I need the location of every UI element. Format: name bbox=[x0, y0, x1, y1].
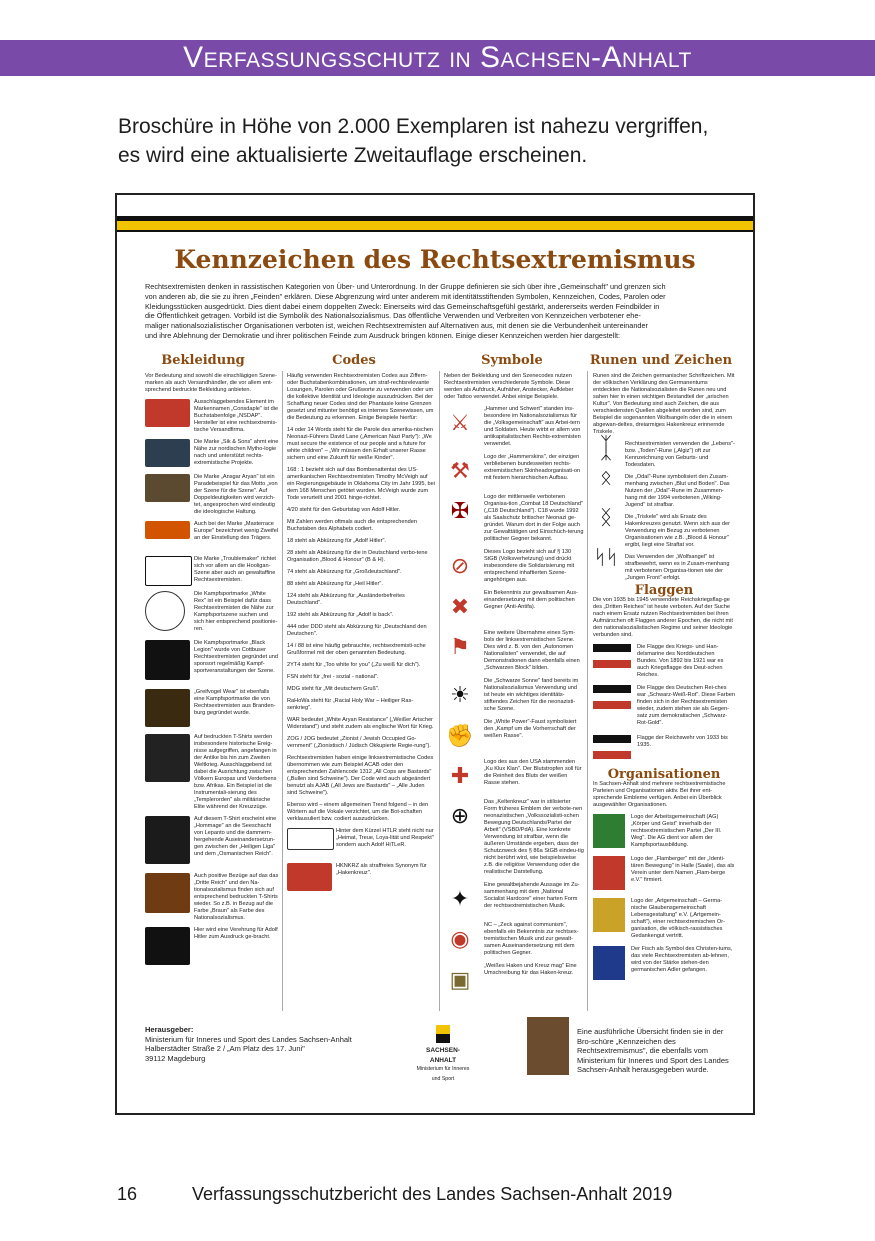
page-footer-text: Verfassungsschutzbericht des Landes Sachsen-Anhalt 2019 bbox=[192, 1184, 673, 1204]
white-pride-icon: ▣ bbox=[449, 966, 471, 992]
column-symbole bbox=[444, 373, 584, 1003]
symbol-text: Ein Bekenntnis zur gewaltsamen Aus-einandersetzung mit dem politischen Gegner (Anti-Antifa). bbox=[484, 590, 578, 610]
rune-text: Die „Triskele" wird als Ersatz des Hakenkreuzes genutzt. Wenn sich aus der Verwendung ein Bezug zu verbotenen Organisationen wie z.B. „Blood & Honour" ergibt, liegt eine Straftat vor. bbox=[625, 514, 730, 548]
clothing-text: Die Marke „Troublemaker" richtet sich vor allem an die Hooligan-Szene aber auch an gewaltaffine Rechtsextremisten. bbox=[194, 556, 276, 583]
clothing-item bbox=[145, 521, 279, 551]
symbol-item bbox=[444, 882, 584, 916]
flamberg-logo bbox=[593, 856, 625, 890]
koerper-geist-logo bbox=[593, 814, 625, 848]
symbol-text: NC – „Zeck against communism", ebenfalls ein Bekenntnis zur rechtsex-tremistischen Musik und zur gewalt-samen Auseinandersetzung mit dem politischen Gegner. bbox=[484, 922, 579, 956]
wolfsangel-icon: ᛋᛋ bbox=[594, 545, 618, 569]
anti-antifa-icon: ✖ bbox=[450, 593, 470, 619]
publisher-line: Ministerium für Inneres und Sport des Landes Sachsen-Anhalt bbox=[145, 1034, 352, 1044]
ansgar-aryan-image bbox=[145, 474, 190, 502]
flag-text: Die Flagge des Kriegs- und Han-delsmarine des Norddeutschen Bundes. Von 1892 bis 1921 war es auch Kriegsflagge des Deut-schen Reiches. bbox=[637, 644, 724, 678]
clothing-text: „Greifvogel Wear" ist ebenfalls eine Kampfsportmarke die von Rechtsextremisten aus Branden-burg gegründet wurde. bbox=[194, 689, 276, 716]
symbol-item bbox=[444, 963, 584, 997]
clothing-text: Hier wird eine Verehrung für Adolf Hitler zum Ausdruck ge-bracht. bbox=[194, 927, 278, 940]
code-entry: 74 steht als Abkürzung für „Großdeutschland". bbox=[287, 569, 402, 575]
code-entry: 18 steht als Abkürzung für „Adolf Hitler". bbox=[287, 538, 386, 544]
symbol-text: Das „Keltenkreuz" war in stilisierter Form früheres Emblem der verbote-nen neonazistischen „Volkssozialisti-schen Bewegung Deutschlands/Partei der Arbeit" (VSBD/PdA). Eine konkrete Verwendung ist strafbar, wenn die äußeren Umstände ergeben, dass der Schutzzweck des § 86a StGB eindeu-tig nicht berührt wird, wie beispielsweise z.B. die religiöse Verwendung oder die realistische Darstellung. bbox=[484, 799, 584, 875]
publisher-block bbox=[145, 1025, 405, 1063]
clothing-text: Die Kampfsportmarke „White Rex" ist ein Beispiel dafür dass Rechtsextremisten die Nähe zur Kampfsportszene suchen und sich hier entsprechend positionie-ren. bbox=[194, 591, 278, 632]
symbol-text: Logo des aus den USA stammenden „Ku Klux Klan". Der Blutstropfen soll für die Reinheit des Bluts der weißen Rasse stehen. bbox=[484, 759, 582, 786]
sachsen-anhalt-logo bbox=[413, 1025, 473, 1084]
org-item bbox=[593, 898, 735, 940]
code-entry: 4/20 steht für den Geburtstag von Adolf Hitler. bbox=[287, 507, 401, 513]
code-entry: MDG steht für „Mit deutschem Gruß". bbox=[287, 686, 380, 692]
coat-of-arms-icon bbox=[436, 1025, 450, 1043]
black-sun-icon: ☀ bbox=[450, 681, 470, 707]
code-entry: 88 steht als Abkürzung für „Heil Hitler". bbox=[287, 581, 383, 587]
rune-item bbox=[593, 505, 735, 549]
heading-flaggen: Flaggen bbox=[634, 583, 694, 598]
heading-symbole: Symbole bbox=[481, 353, 543, 368]
rune-item bbox=[593, 465, 735, 509]
org-text: Der Fisch als Symbol des Christen-tums, das viele Rechtsextremisten ab-lehnen, wird von der Stärke stehen-den germanischen Adler gefangen. bbox=[631, 946, 733, 973]
symbol-item bbox=[444, 406, 584, 448]
consdaple-image bbox=[145, 399, 190, 427]
symbol-item bbox=[444, 494, 584, 543]
fish-eagle-logo bbox=[593, 946, 625, 980]
column-divider bbox=[439, 371, 440, 1011]
footer-note: Eine ausführliche Übersicht finden sie in der Bro-schüre „Kennzeichen des Rechtsextremismus", die ebenfalls vom Ministerium für Inneres und Sport des Landes Sachsen-Anhalt herausgegeben wurde. bbox=[577, 1027, 729, 1075]
flag-reich-image bbox=[593, 685, 631, 709]
clothing-item bbox=[145, 439, 279, 469]
flag-item bbox=[593, 644, 735, 679]
white-power-fist-icon: ✊ bbox=[446, 722, 474, 748]
code-entry: Häufig verwenden Rechtsextremisten Codes aus Ziffern- oder Buchstabenkombinationen, um straf-rechtsrelevante Losungen, Parolen oder Grußworte zu verwenden oder um die kollektive Identität und Ideologie auszudrücken. Bei der Schaffung neuer Codes sind der Phantasie keine Grenzen gesetzt und mitunter benötigt es internes Szenewissen, um die Bedeutung zu erkennen. Einige Beispiele hierfür: bbox=[287, 373, 434, 421]
rune-text: Das Verwenden der „Wolfsangel" ist strafbewehrt, wenn es in Zusam-menhang mit verbotenen Organisa-tionen wie der „Jungen Front" erfolgt. bbox=[625, 554, 730, 581]
clothing-item bbox=[145, 689, 279, 729]
heading-organisationen: Organisationen bbox=[607, 767, 721, 782]
hammerskins-icon: ⚒ bbox=[450, 457, 470, 483]
code-entry: Mit Zahlen werden oftmals auch die entsprechenden Buchstaben des Alphabets codiert. bbox=[287, 519, 417, 532]
flaggen-intro: Die von 1935 bis 1945 verwendete Reichskriegsflag-ge des „Dritten Reiches" ist heute verboten. Auf der Suche nach einem Ersatz nutzen Rechtsextremisten bei ihren Aufmärschen oft Flaggen anderer Epochen, die nicht mit den nationalsozialistischen Regime und seiner Ideologie verbunden sind. bbox=[593, 597, 733, 638]
tshirt-templer-image bbox=[145, 734, 190, 782]
intro-line-2: es wird eine aktualisierte Zweitauflage erscheinen. bbox=[118, 144, 588, 167]
org-item bbox=[593, 946, 735, 982]
code-entry: RaHoWa steht für „Racial Holy War – Heiliger Ras-senkrieg". bbox=[287, 698, 414, 711]
poster-intro bbox=[145, 282, 731, 341]
rac-icon: ◉ bbox=[450, 925, 470, 951]
symbol-item bbox=[444, 719, 584, 753]
nshc-icon: ✦ bbox=[450, 885, 470, 911]
clothing-item bbox=[145, 873, 279, 922]
flag-text: Die Flagge des Deutschen Rei-ches war „Schwarz-Weiß-Rot". Diese Farben finden sich in der Rechtsextremisten wieder, zudem stehen sie als Gegen-satz zum demokratischen „Schwarz-Rot-Gold". bbox=[637, 685, 735, 726]
flag-circle-icon: ⚑ bbox=[450, 633, 470, 659]
runen-intro: Runen sind die Zeichen germanischer Schriftzeichen. Mit der völkischen Verklärung des Germanentums entdeckten die Nationalsozialisten die Runen neu und sahen hier in einen wichtigen Bestandteil der „arischen Kultur". Von Bedeutung sind auch Zeichen, die aus verschiedensten Quellen abgeleitet worden sind, zum Beispiel die sogenannten Wolfsangeln oder die in einem abgewan-deltes, dreiarmiges Hakenkreuz erinnernde Triskele. bbox=[593, 373, 735, 435]
org-text: Logo der „Artgemeinschaft – Germa-nische Glaubensgemeinschaft Lebensgestaltung" e.V. („Artgemein-schaft"), einer rechtsextremischen Or-ganisation, die völkisch-rassistisches Gedankengut vertritt. bbox=[631, 898, 726, 939]
hknkrz-item bbox=[287, 863, 435, 893]
logo-sub: Ministerium für Inneres und Sport bbox=[416, 1066, 470, 1082]
clothing-item bbox=[145, 399, 279, 434]
code-entry: Hinter dem Kürzel HTLR steht nicht nur „Heimat, Treue, Loya-lität und Respekt" sondern auch Adolf HiTLeR. bbox=[336, 828, 434, 848]
clothing-item bbox=[145, 734, 279, 811]
symbol-text: Eine weitere Übernahme eines Sym-bols der linksextremistischen Szene. Dies wird z. B. von den „Autonomen Nationalisten" verwendet, die auf Demonstrationen dann ebenfalls einen „Schwarzen Block" bilden. bbox=[484, 630, 580, 671]
artgemeinschaft-logo bbox=[593, 898, 625, 932]
intro-text bbox=[118, 112, 758, 170]
publisher-label: Herausgeber: bbox=[145, 1025, 194, 1034]
rune-text: Rechtsextremisten verwenden die „Lebens"- bzw. „Toden"-Rune („Algiz") oft zur Kennzeichnung von Geburts- und Todesdaten. bbox=[625, 441, 735, 468]
clothing-item bbox=[145, 591, 279, 635]
poster-title: Kennzeichen des Rechtsextremismus bbox=[174, 245, 696, 274]
clothing-text: Auch bei der Marke „Masterrace Europe" bezeichnet wenig Zweifel an der Einstellung des Trägers. bbox=[194, 521, 279, 541]
code-entry: Ebenso wird – einem allgemeinen Trend folgend – in den Wörtern auf die Vokale verzichtet, um die Bot-schaften verklausuliert bzw. codiert auszudrücken. bbox=[287, 802, 429, 822]
symbol-item bbox=[444, 630, 584, 672]
logo-name: SACHSEN-ANHALT bbox=[426, 1047, 460, 1064]
poster-stripe-thin bbox=[117, 230, 753, 232]
symbol-item bbox=[444, 590, 584, 624]
clothing-item bbox=[145, 474, 279, 516]
org-intro: In Sachsen-Anhalt sind mehrere rechtsextremistische Parteien und Organisationen aktiv. Bei ihrer ent-sprechende Embleme verfügen. Anbei ein Überblick ausgewählter Organisationen. bbox=[593, 781, 726, 808]
greifvogel-image bbox=[145, 689, 190, 727]
flag-item bbox=[593, 685, 735, 729]
white-rex-image bbox=[145, 591, 185, 631]
clothing-item bbox=[145, 927, 279, 967]
code-entry: 124 steht als Abkürzung für „Ausländerbefreites Deutschland". bbox=[287, 593, 405, 606]
column-divider bbox=[587, 371, 588, 1011]
symbol-item bbox=[444, 759, 584, 793]
algiz-rune-icon: ᛉ ᛣ bbox=[600, 432, 612, 463]
clothing-text: Auf diesem T-Shirt erscheint eine „Hommage" an die Seeschacht von Lepanto und die dammern-hergehende Auseinandersetzun-gen zwischen der „Heiligen Liga" und dem „Osmanischen Reich". bbox=[194, 816, 277, 857]
celtic-cross-icon: ⊕ bbox=[450, 802, 470, 828]
clothing-item bbox=[145, 816, 279, 868]
symbol-item bbox=[444, 549, 584, 584]
poster-footer bbox=[145, 1025, 735, 1095]
header-title: Verfassungsschutz in Sachsen-Anhalt bbox=[183, 41, 692, 74]
brochure-cover-image bbox=[527, 1017, 569, 1075]
poster-intro-line: maliger nationalsozialistischer Organisationen verboten ist, weichen Rechtsextremisten auf Alternativen aus, mit denen sie die Verbundenheit untereinander bbox=[145, 321, 648, 331]
column-bekleidung bbox=[145, 373, 279, 972]
htlr-item bbox=[287, 828, 435, 858]
code-entry: ZOG / JOG bedeutet „Zionist / Jewish Occupied Go-vernment" („Zionistisch / Jüdisch Okkupierte Regie-rung"). bbox=[287, 736, 431, 749]
clothing-text: Die Marke „Sik & Sons" ahmt eine Nähe zur nordischen Mytho-logie nach und unterstützt rechts-extremistische Projekte. bbox=[194, 439, 279, 466]
kkk-icon: ✚ bbox=[450, 762, 470, 788]
code-entry: 28 steht als Abkürzung für die in Deutschland verbo-tene Organisation „Blood & Honour" (B & H). bbox=[287, 550, 428, 563]
org-text: Logo der „Flamberger" mit der „Identi-tären Bewegung" in Halle (Saale), das als Verein unter dem Namen „Flam-berge e.V." firmiert. bbox=[631, 856, 735, 883]
header-band bbox=[0, 40, 875, 76]
heading-runen: Runen und Zeichen bbox=[589, 353, 733, 368]
poster-intro-line: von anderen ab, die sie zu ihren „Feinden" erklären. Diese Abgrenzung wird unter anderem mit identitätsstiftenden Symbolen, Kennzeichen, Codes, Parolen oder bbox=[145, 291, 666, 301]
code-entry: FSN steht für „frei - sozial - national". bbox=[287, 674, 379, 680]
poster-intro-line: die Öffentlichkeit getragen. Vorbild ist die Symbolik des Nationalsozialismus. Das öffentliche Verwenden und Verbreiten von Kennzeichen verbotener ehe- bbox=[145, 311, 641, 321]
bekleidung-intro: Vor Bedeutung sind sowohl die einschlägigen Szene-marken als auch Versandhändler, die vor allem ent-sprechend bedruckte Bekleidung anbieten. bbox=[145, 373, 277, 393]
heading-codes: Codes bbox=[332, 353, 376, 368]
clothing-text: Auf bedruckten T-Shirts werden insbesondere historische Ereig-nisse aufgegriffen, angefangen in der Antike bis hin zum Zweiten Weltkrieg. Ausschlaggebend ist dabei die Ausrichtung zwischen Völkern Europas und Verderbens bzw. Afrikas. Ein Beispiel ist die Instrumentali-sierung des „Templerorden" als militärische Elite während der Kreuzzüge. bbox=[194, 734, 277, 810]
intro-line-1: Broschüre in Höhe von 2.000 Exemplaren ist nahezu vergriffen, bbox=[118, 115, 709, 138]
symbol-text: „Weißes Haken und Kreuz mag" Eine Umschreibung für das Haken-kreuz. bbox=[484, 963, 577, 976]
symbol-text: Dieses Logo bezieht sich auf § 130 StGB (Volksverhetzung) und drückt insbesondere die Solidarisierung mit entsprechend inhaftierten Szene-angehörigen aus. bbox=[484, 549, 575, 583]
clothing-text: Die Marke „Ansgar Aryan" ist ein Paradebeispiel für das Motto „von der Szene für die Szene". Auf Doppeldeutigkeiten wird verzich-tet, angesprochen wird eindeutig die ideologische Haltung. bbox=[194, 474, 278, 515]
rune-item bbox=[593, 432, 735, 469]
symbol-text: Logo der mittlerweile verbotenen Organisa-tion „Combat 18 Deutschland" („C18 Deutschland"). C18 wurde 1992 als Saalschutz britischer Neonazi ge-gründet. Warum dort in der Folge auch zur Gewalttätigen und Einschüch-terung politischer Gegner bekannt. bbox=[484, 494, 584, 542]
clothing-item bbox=[145, 640, 279, 684]
poster-intro-line: und ihre Ablehnung der Demokratie und ihrer politischen Feinde zum Ausdruck bringen können. Einige dieser Kennzeichen werden hier dargestellt: bbox=[145, 330, 620, 340]
code-entry: WAR bedeutet „White Aryan Resistance" („Weißer Arischer Widerstand") und steht zudem als englische Wort für Krieg. bbox=[287, 717, 434, 730]
black-legion-image bbox=[145, 640, 190, 680]
symbol-item bbox=[444, 922, 584, 957]
rune-text: Die „Odal"-Rune symbolisiert den Zusam-menhang zwischen „Blut und Boden". Das Nutzen der „Odal"-Rune im Zusammen-hang mit der 1994 verbotenen „Wiking-Jugend" ist strafbar. bbox=[625, 474, 730, 508]
poster-intro-line: Rechtsextremisten denken in rassistischen Kategorien von Über- und Unterordnung. In der Gruppe definieren sie sich über ihre „Gemeinschaft" und grenzen sich bbox=[145, 282, 666, 291]
org-item bbox=[593, 814, 735, 850]
flag-text: Flagge der Reichswehr von 1933 bis 1935. bbox=[637, 735, 728, 748]
code-entry: HKNKRZ als straffreies Synonym für „Hakenkreuz". bbox=[336, 863, 427, 876]
symbol-text: Logo der „Hammerskins", der einzigen verbliebenen bundesweiten rechts-extremistischen Skinheadorganisati-on mit festem hierarchischen Aufbau. bbox=[484, 454, 581, 481]
paragraph-130-icon: ⊘ bbox=[450, 552, 470, 578]
clothing-item bbox=[145, 556, 279, 586]
code-entry: 14 / 88 ist eine häufig gebrauchte, rechtsextremisti-sche Grußformel mit der oben genannten Bedeutung. bbox=[287, 643, 426, 656]
sik-sons-image bbox=[145, 439, 190, 467]
symbol-text: „Hammer und Schwert" standen ins-besondere im Nationalsozialismus für die „Volksgemeinschaft" aus Arbei-tern und Soldaten. Heute wirbt er allem von antikapitalistischen Rechts-extremisten verwendet. bbox=[484, 406, 581, 447]
code-entry: Rechtsextremisten haben einige linksextremistische Codes übernommen wie zum Beispiel ACAB oder den entsprechenden Zahlencode 1312 „All Cops are Bastards" („Bullen sind Schweine"). Der Code wird auch abgeändert benutzt als AJAB („All Jews are Bastards" – „Alle Juden sind Schweine"). bbox=[287, 755, 434, 796]
symbol-item bbox=[444, 454, 584, 488]
code-entry: 444 oder DDD steht als Abkürzung für „Deutschland den Deutschen". bbox=[287, 624, 427, 637]
masterrace-image bbox=[145, 521, 190, 539]
tshirt-braun-image bbox=[145, 873, 190, 913]
tshirt-lepanto-image bbox=[145, 816, 190, 864]
code-entry: 14 oder 14 Words steht für die Parole des amerika-nischen Neonazi-Führers David Lane („American Nazi Party"): „We must secure the existence of our people and a future for white children" – „Wir müssen den Erhalt unserer Rasse sichern und eine Zukunft für weiße Kinder". bbox=[287, 427, 434, 461]
flag-kriegsmarine-image bbox=[593, 644, 631, 668]
publisher-line: Halberstädter Straße 2 / „Am Platz des 17. Juni" bbox=[145, 1044, 305, 1054]
hammer-sword-icon: ⚔ bbox=[450, 409, 470, 435]
troublemaker-image bbox=[145, 556, 192, 586]
symbole-intro: Neben der Bekleidung und den Szenecodes nutzen Rechtsextremisten verschiedenste Symbole. Diese werden als Aufdruck, Aufnäher, Anstecker, Aufkleber oder Tattoo verwendet. Anbei einige Beispiele. bbox=[444, 373, 574, 400]
org-text: Logo der Arbeitsgemeinschaft (AG) „Körper und Geist" innerhalb der rechtsextremistischen Partei „Der III. Weg". Die AG dient vor allem der Kampfsportausbildung. bbox=[631, 814, 722, 848]
tshirt-adolf-image bbox=[145, 927, 190, 965]
combat18-icon: ✠ bbox=[450, 497, 470, 523]
code-entry: 168 : 1 bezieht sich auf das Bombenattentat des US-amerikanischen Rechtsextremisten Timothy McVeigh auf ein Regierungsgebäude in Oklahoma City im Jahr 1995, bei dem 168 Menschen getötet wurden. McVeigh wurde zum Tode verurteilt und 2001 hinge-richtet. bbox=[287, 467, 436, 501]
symbol-text: Die „Schwarze Sonne" fand bereits im Nationalsozialismus Verwendung und ist heute ein wichtiges identitäts-stiftendes Zeichen für die neonazisti-sche Szene. bbox=[484, 678, 579, 712]
flag-item bbox=[593, 735, 735, 765]
heading-bekleidung: Bekleidung bbox=[161, 353, 245, 368]
org-item bbox=[593, 856, 735, 892]
code-entry: 192 steht als Abkürzung für „Adolf is back". bbox=[287, 612, 394, 618]
page-number: 16 bbox=[117, 1184, 138, 1204]
symbol-item bbox=[444, 678, 584, 713]
column-codes bbox=[287, 373, 435, 898]
poster-intro-line: Kleidungsstücken ausgedrückt. Dies dient dabei einem doppelten Zweck: Einerseits wird das Gemeinschaftsgefühl gestärkt, andererseits werden Feindbilder in bbox=[145, 301, 660, 311]
symbol-item bbox=[444, 799, 584, 876]
clothing-text: Ausschlaggebendes Element im Markennamen „Consdaple" ist die Buchstabenfolge „NSDAP". Hersteller ist eine rechtsextremis-tische Versandfirma. bbox=[194, 399, 279, 433]
poster bbox=[115, 193, 755, 1115]
triskele-icon: ᛝ bbox=[600, 505, 612, 529]
clothing-text: Auch positive Bezüge auf das das „Dritte Reich" und den Na-tionalsozialismus finden sich auf entsprechend bedruckten T-Shirts wieder. So z.B. in Bezug auf die Farbe „Braun" als Farbe des Nationalsozialismus. bbox=[194, 873, 279, 921]
flag-reichswehr-image bbox=[593, 735, 631, 759]
publisher-line: 39112 Magdeburg bbox=[145, 1053, 206, 1063]
poster-stripe-gold bbox=[117, 221, 753, 230]
code-entry: 2YT4 steht für „Too white for you" („Zu weiß für dich"). bbox=[287, 662, 421, 668]
clothing-text: Die Kampfsportmarke „Black Legion" wurde von Cottbuser Rechtsextremisten gegründet und sponsort regelmäßig Kampf-sportveranstaltungen der Szene. bbox=[194, 640, 278, 674]
symbol-text: Eine gewaltbejahende Aussage im Zu-sammenhang mit dem „National Socialist Hardcore" einer harten Form der rechtsextremistischen Musik. bbox=[484, 882, 580, 909]
symbol-text: Die „White Power"-Faust symbolisiert den „Kampf um die Vorherrschaft der weißen Rasse". bbox=[484, 719, 577, 739]
hknkrz-image bbox=[287, 863, 332, 891]
odal-rune-icon: ᛟ bbox=[600, 465, 612, 489]
column-runen bbox=[593, 373, 735, 988]
column-divider bbox=[282, 371, 283, 1011]
rune-item bbox=[593, 545, 735, 582]
htlr-image bbox=[287, 828, 334, 850]
